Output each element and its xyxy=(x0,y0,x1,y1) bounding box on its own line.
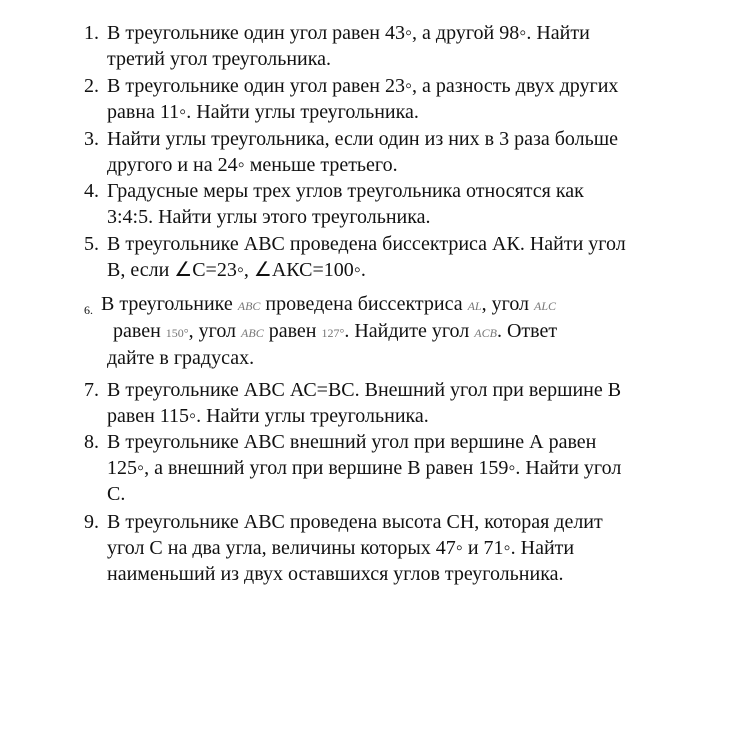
formula-abc: ABC xyxy=(241,326,264,340)
formula-acb: ACB xyxy=(474,326,497,340)
problem-number: 1. xyxy=(84,22,99,44)
problem-number: 9. xyxy=(84,511,99,533)
problem-number: 4. xyxy=(84,180,99,202)
formula-alc: ALC xyxy=(534,299,557,313)
text-fragment: , угол xyxy=(188,320,237,342)
problem-text-line xyxy=(113,318,557,346)
formula-150: 150° xyxy=(165,326,189,340)
problem-text-line: третий угол треугольника. xyxy=(107,48,332,70)
formula-127: 127° xyxy=(321,326,345,340)
formula-abc: ABC xyxy=(237,299,261,313)
text-fragment: равен xyxy=(268,320,317,342)
problem-number: 7. xyxy=(84,379,99,401)
problem-text-line xyxy=(101,291,556,319)
problem-text-line: равен 115◦. Найти углы треугольника. xyxy=(107,405,429,427)
problem-text-line: 3:4:5. Найти углы этого треугольника. xyxy=(107,206,431,228)
problem-text-line: дайте в градусах. xyxy=(107,347,255,369)
problem-text-line: В треугольнике один угол равен 23◦, а разность двух других xyxy=(107,75,619,97)
text-fragment: . Ответ xyxy=(496,320,558,342)
problem-text-line: В, если ∠С=23◦, ∠АКС=100◦. xyxy=(107,259,366,281)
text-fragment: В треугольнике xyxy=(101,293,233,315)
problem-number: 6. xyxy=(84,303,93,317)
problem-text-line: Градусные меры трех углов треугольника относятся как xyxy=(107,180,584,202)
text-fragment: , угол xyxy=(481,293,530,315)
text-fragment: проведена биссектриса xyxy=(265,293,463,315)
problem-text-line: В треугольнике АВС внешний угол при вершине А равен xyxy=(107,431,597,453)
text-fragment: равен xyxy=(113,320,161,342)
problem-number: 3. xyxy=(84,128,99,150)
problem-text-line: В треугольнике АВС АС=ВС. Внешний угол при вершине В xyxy=(107,379,622,401)
problem-text-line: В треугольнике АВС проведена высота СН, которая делит xyxy=(107,511,603,533)
problem-number: 8. xyxy=(84,431,99,453)
problem-text-line: другого и на 24◦ меньше третьего. xyxy=(107,154,398,176)
problem-text-line: Найти углы треугольника, если один из них в 3 раза больше xyxy=(107,128,619,150)
problem-text-line: наименьший из двух оставшихся углов треугольника. xyxy=(107,563,564,585)
problem-number: 5. xyxy=(84,233,99,255)
problem-text-line: С. xyxy=(107,483,126,505)
problem-text-line: 125◦, а внешний угол при вершине В равен 159◦. Найти угол xyxy=(107,457,622,479)
problem-text-line: угол С на два угла, величины которых 47◦ и 71◦. Найти xyxy=(107,537,575,559)
problem-text-line: В треугольнике АВС проведена биссектриса АК. Найти угол xyxy=(107,233,626,255)
problem-text-line: В треугольнике один угол равен 43◦, а другой 98◦. Найти xyxy=(107,22,590,44)
text-fragment: . Найдите угол xyxy=(344,320,470,342)
problem-number: 2. xyxy=(84,75,99,97)
problem-text-line: равна 11◦. Найти углы треугольника. xyxy=(107,101,419,123)
formula-al: AL xyxy=(467,299,482,313)
